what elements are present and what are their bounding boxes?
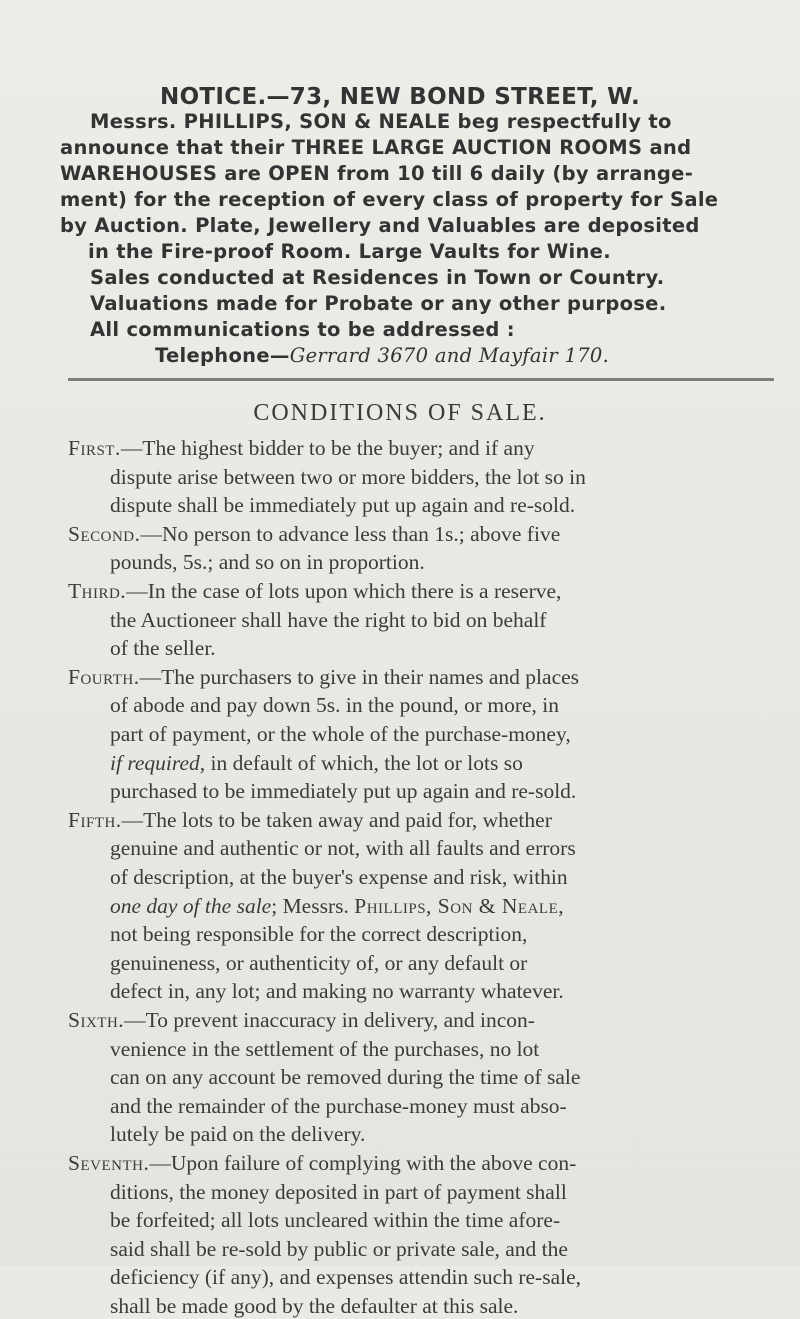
telephone-label: Telephone—	[155, 344, 290, 367]
telephone-numbers: Gerrard 3670 and Mayfair 170.	[289, 344, 610, 367]
condition-italic: one day of the sale	[110, 894, 272, 918]
condition-line	[110, 751, 523, 776]
notice-line: Sales conducted at Residences in Town or Country.	[90, 266, 665, 289]
condition-text: —No person to advance less than 1s.; above five	[140, 522, 561, 546]
condition-text: genuineness, or authenticity of, or any default or	[110, 951, 528, 975]
condition-label: Seventh.	[68, 1151, 150, 1175]
condition-text: of description, at the buyer's expense and risk, within	[110, 865, 568, 889]
notice-heading: NOTICE.—73, NEW BOND STREET, W.	[160, 84, 640, 110]
condition-text: be forfeited; all lots uncleared within the time afore-	[110, 1208, 561, 1232]
condition-seventh	[68, 1151, 576, 1176]
condition-text: of the seller.	[110, 636, 216, 660]
condition-label: Fifth.	[68, 808, 122, 832]
condition-text: —The purchasers to give in their names and places	[139, 665, 580, 689]
condition-text: genuine and authentic or not, with all faults and errors	[110, 836, 576, 860]
divider-rule	[68, 378, 774, 381]
condition-text: —The highest bidder to be the buyer; and if any	[120, 436, 535, 460]
condition-text: dispute shall be immediately put up again and re-sold.	[110, 493, 576, 517]
notice-line: by Auction. Plate, Jewellery and Valuables are deposited	[60, 214, 700, 237]
condition-text: deficiency (if any), and expenses attendin such re-sale,	[110, 1265, 582, 1289]
condition-label: Third.	[68, 579, 127, 603]
condition-text: in default of which, the lot or lots so	[210, 751, 523, 775]
condition-third	[68, 579, 561, 604]
notice-line: Messrs. PHILLIPS, SON & NEALE beg respectfully to	[90, 110, 672, 133]
condition-fourth	[68, 665, 579, 690]
condition-label: Fourth.	[68, 665, 140, 689]
condition-line	[110, 894, 564, 919]
condition-text: not being responsible for the correct description,	[110, 922, 528, 946]
telephone-line	[155, 344, 800, 367]
condition-fifth	[68, 808, 552, 833]
condition-text: the Auctioneer shall have the right to bid on behalf	[110, 608, 547, 632]
condition-text: —The lots to be taken away and paid for, whether	[121, 808, 552, 832]
condition-label: Sixth.	[68, 1008, 125, 1032]
condition-text: venience in the settlement of the purchases, no lot	[110, 1037, 540, 1061]
condition-sixth	[68, 1008, 535, 1033]
firm-name: Phillips, Son & Neale,	[354, 894, 565, 918]
condition-text: —In the case of lots upon which there is a reserve,	[126, 579, 562, 603]
condition-text: defect in, any lot; and making no warranty whatever.	[110, 979, 564, 1003]
notice-line: Valuations made for Probate or any other purpose.	[90, 292, 667, 315]
condition-text: ditions, the money deposited in part of payment shall	[110, 1180, 567, 1204]
condition-label: First.	[68, 436, 121, 460]
condition-text: ; Messrs.	[271, 894, 355, 918]
condition-text: pounds, 5s.; and so on in proportion.	[110, 550, 425, 574]
conditions-title: CONDITIONS OF SALE.	[253, 400, 547, 426]
condition-second	[68, 522, 560, 547]
condition-text: —To prevent inaccuracy in delivery, and incon-	[124, 1008, 535, 1032]
condition-text: purchased to be immediately put up again and re-sold.	[110, 779, 577, 803]
condition-text: said shall be re-sold by public or private sale, and the	[110, 1237, 568, 1261]
condition-text: dispute arise between two or more bidders, the lot so in	[110, 465, 586, 489]
condition-text: part of payment, or the whole of the purchase-money,	[110, 722, 571, 746]
condition-text: —Upon failure of complying with the above con-	[149, 1151, 577, 1175]
condition-text: of abode and pay down 5s. in the pound, or more, in	[110, 693, 560, 717]
notice-line: WAREHOUSES are OPEN from 10 till 6 daily (by arrange-	[60, 162, 694, 185]
condition-text: can on any account be removed during the time of sale	[110, 1065, 581, 1089]
condition-text: shall be made good by the defaulter at this sale.	[110, 1294, 519, 1318]
notice-line: announce that their THREE LARGE AUCTION ROOMS and	[60, 136, 692, 159]
condition-first	[68, 436, 535, 461]
notice-line: in the Fire-proof Room. Large Vaults for Wine.	[88, 240, 611, 263]
notice-line: All communications to be addressed :	[90, 318, 515, 341]
condition-text: lutely be paid on the delivery.	[110, 1122, 366, 1146]
notice-line: ment) for the reception of every class of property for Sale	[60, 188, 719, 211]
condition-text: and the remainder of the purchase-money must abso-	[110, 1094, 567, 1118]
condition-label: Second.	[68, 522, 141, 546]
condition-italic: if required,	[110, 751, 206, 775]
